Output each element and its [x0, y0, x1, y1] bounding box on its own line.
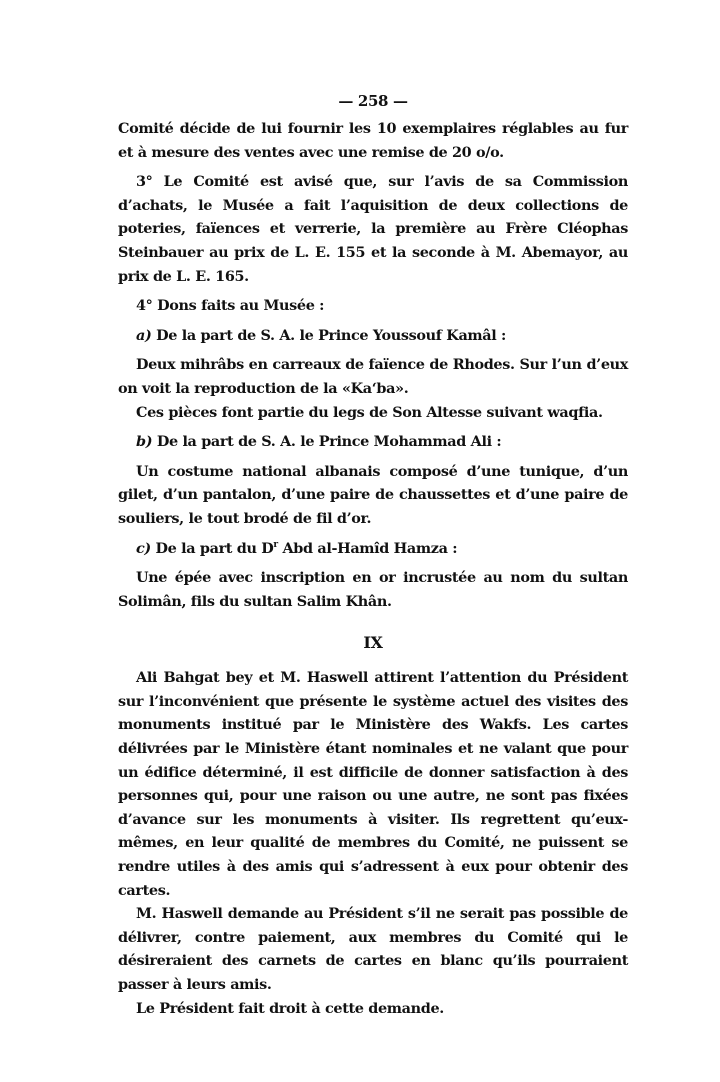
gift-b-letter: b) [136, 433, 153, 451]
gift-b-description: Un costume national albanais composé d’une tunique, d’un gilet, d’un pantalon, d’une paire de chaussettes et d’une paire de souliers, le tout brodé de fil d’or. [118, 462, 628, 527]
gift-b-heading [118, 430, 628, 454]
gift-c-heading [118, 537, 628, 561]
gift-a-heading [118, 324, 628, 348]
gift-c-title-sup: r [273, 539, 278, 550]
paragraph-decision: Le Président fait droit à cette demande. [136, 999, 444, 1017]
section-heading: IX [363, 633, 383, 653]
gift-c-title-pre: De la part du D [155, 539, 274, 557]
paragraph-continuation: Comité décide de lui fournir les 10 exemplaires réglables au fur et à mesure des ventes avec une remise de 20 o/o. [118, 120, 628, 161]
gift-c-title-post: Abd al-Hamîd Hamza : [277, 539, 458, 557]
paragraph-acquisitions: 3° Le Comité est avisé que, sur l’avis de sa Commission d’achats, le Musée a fait l’aquisition de deux collections de poteries, faïences et verrerie, la première au Frère Cléophas Steinbauer au prix de L. E. 155 et la seconde à M. Abemayor, au prix de L. E. 165. [118, 173, 628, 285]
gift-c-description: Une épée avec inscription en or incrustée au nom du sultan Solimân, fils du sultan Salim Khân. [118, 569, 628, 610]
gift-a-letter: a) [136, 326, 152, 344]
paragraph-request: M. Haswell demande au Président s’il ne serait pas possible de délivrer, contre paiement, aux membres du Comité qui le désireraient des carnets de cartes en blanc qu’ils pourraient passer à leurs amis. [118, 905, 628, 993]
gift-b-title: De la part de S. A. le Prince Mohammad Ali : [156, 433, 502, 451]
gift-c-letter: c) [136, 539, 151, 557]
gift-a-title: De la part de S. A. le Prince Youssouf Kamâl : [156, 326, 507, 344]
document-page [118, 88, 628, 1020]
gifts-heading: 4° Dons faits au Musée : [136, 297, 325, 315]
paragraph-visits: Ali Bahgat bey et M. Haswell attirent l’attention du Président sur l’inconvénient que présente le système actuel des visites des monuments institué par le Ministère des Wakfs. Les cartes délivrées par le Ministère étant nominales et ne valant que pour un édifice déterminé, il est difficile de donner satisfaction à des personnes qui, pour une raison ou une autre, ne sont pas fixées d’avance sur les monuments à visiter. Ils regrettent qu’eux-mêmes, en leur qualité de membres du Comité, ne puissent se rendre utiles à des amis qui s’adressent à eux pour obtenir des cartes. [118, 669, 628, 899]
page-number: — 258 — [338, 92, 408, 110]
gift-a-description: Deux mihrâbs en carreaux de faïence de Rhodes. Sur l’un d’eux on voit la reproduction de la «Ka‘ba». [118, 356, 628, 397]
gift-a-note: Ces pièces font partie du legs de Son Altesse suivant waqfia. [136, 403, 603, 421]
